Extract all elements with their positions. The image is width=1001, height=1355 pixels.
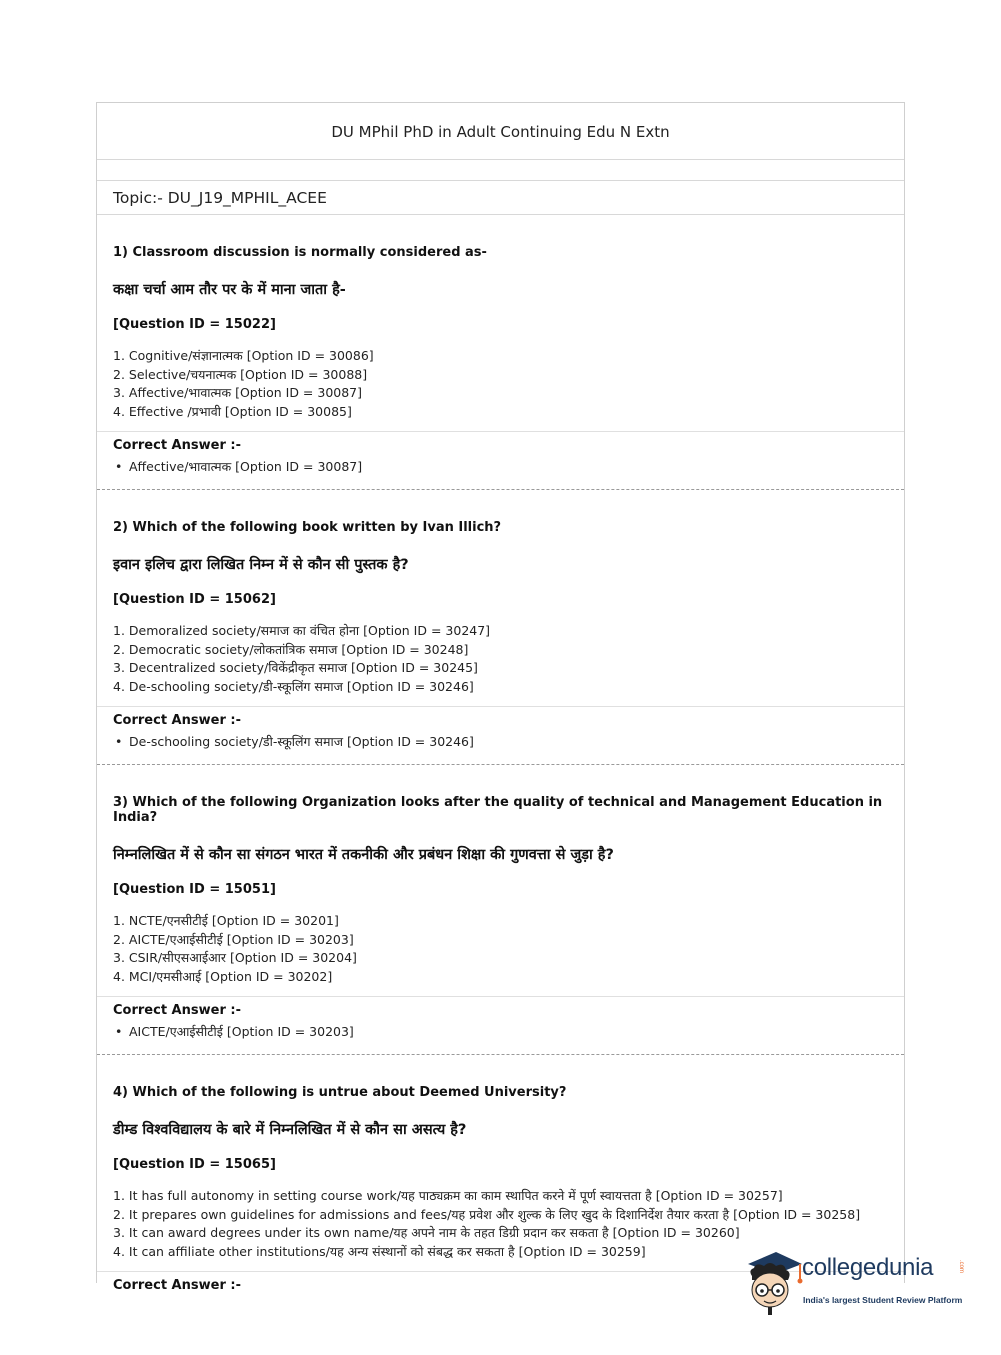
question-title: 3) Which of the following Organization looks after the quality of technical and Management Education in India? xyxy=(113,795,883,825)
question-id: [Question ID = 15062] xyxy=(113,592,276,607)
mascot-icon xyxy=(742,1250,804,1316)
correct-answer-text: De-schooling society/डी-स्कूलिंग समाज [Option ID = 30246] xyxy=(129,734,474,749)
question-id: [Question ID = 15065] xyxy=(113,1157,276,1172)
bullet-icon: • xyxy=(115,734,123,749)
option-item: 3. It can award degrees under its own name/यह अपने नाम के तहत डिग्री प्रदान कर सकता है [Option ID = 30260] xyxy=(113,1225,740,1240)
logo-tagline: India's largest Student Review Platform xyxy=(803,1295,963,1305)
correct-answer xyxy=(113,458,888,475)
question-id: [Question ID = 15022] xyxy=(113,317,276,332)
correct-answer-text: AICTE/एआईसीटीई [Option ID = 30203] xyxy=(129,1024,354,1039)
correct-answer-text: Affective/भावात्मक [Option ID = 30087] xyxy=(129,459,363,474)
dashed-divider xyxy=(97,489,904,490)
logo-dotcom: .com xyxy=(958,1260,964,1274)
question-hindi: इवान इलिच द्वारा लिखित निम्न में से कौन सी पुस्तक है? xyxy=(113,557,409,573)
correct-answer-box xyxy=(97,706,904,754)
option-item: 2. It prepares own guidelines for admissions and fees/यह प्रवेश और शुल्क के लिए खुद के दिशानिर्देश तैयार करता है [Option ID = 30258] xyxy=(113,1206,861,1222)
question-paper-sheet xyxy=(96,102,905,1293)
option-list xyxy=(113,347,888,421)
option-item: 4. MCI/एमसीआई [Option ID = 30202] xyxy=(113,968,333,984)
header-spacer xyxy=(97,160,904,181)
bullet-icon: • xyxy=(115,1024,123,1039)
option-item: 4. It can affiliate other institutions/यह अन्य संस्थानों को संबद्ध कर सकता है [Option ID = 30259] xyxy=(113,1243,646,1259)
correct-answer-label: Correct Answer :- xyxy=(113,713,241,728)
question-title: 1) Classroom discussion is normally considered as- xyxy=(113,245,487,260)
option-item: 1. Cognitive/संज्ञानात्मक [Option ID = 30086] xyxy=(113,348,374,363)
option-item: 4. Effective /प्रभावी [Option ID = 30085] xyxy=(113,403,352,419)
option-item: 1. It has full autonomy in setting course work/यह पाठ्यक्रम का काम स्थापित करने में पूर्ण स्वायत्तता है [Option ID = 30257] xyxy=(113,1188,783,1203)
option-list xyxy=(113,622,888,696)
dashed-divider xyxy=(97,764,904,765)
topic-line: Topic:- DU_J19_MPHIL_ACEE xyxy=(97,181,904,215)
collegedunia-logo xyxy=(742,1250,967,1316)
question-title: 4) Which of the following is untrue about Deemed University? xyxy=(113,1085,567,1100)
question-block-2 xyxy=(97,520,904,765)
option-item: 3. CSIR/सीएसआईआर [Option ID = 30204] xyxy=(113,950,357,965)
correct-answer xyxy=(113,1023,888,1040)
option-list xyxy=(113,912,888,986)
correct-answer-box xyxy=(97,996,904,1044)
question-block-3 xyxy=(97,795,904,1055)
correct-answer-label: Correct Answer :- xyxy=(113,438,241,453)
option-item: 2. AICTE/एआईसीटीई [Option ID = 30203] xyxy=(113,931,354,947)
logo-wordmark: collegedunia xyxy=(802,1254,934,1281)
option-item: 2. Democratic society/लोकतांत्रिक समाज [Option ID = 30248] xyxy=(113,641,469,657)
question-title: 2) Which of the following book written by Ivan Illich? xyxy=(113,520,502,535)
question-hindi: कक्षा चर्चा आम तौर पर के में माना जाता है- xyxy=(113,282,346,298)
option-item: 3. Decentralized society/विकेंद्रीकृत समाज [Option ID = 30245] xyxy=(113,660,478,675)
bullet-icon: • xyxy=(115,459,123,474)
option-item: 4. De-schooling society/डी-स्कूलिंग समाज [Option ID = 30246] xyxy=(113,678,474,694)
correct-answer-label: Correct Answer :- xyxy=(113,1278,241,1293)
correct-answer xyxy=(113,733,888,750)
correct-answer-label: Correct Answer :- xyxy=(113,1003,241,1018)
correct-answer-box xyxy=(97,431,904,479)
option-item: 1. Demoralized society/समाज का वंचित होना [Option ID = 30247] xyxy=(113,623,491,638)
option-item: 1. NCTE/एनसीटीई [Option ID = 30201] xyxy=(113,913,339,928)
option-item: 3. Affective/भावात्मक [Option ID = 30087] xyxy=(113,385,363,400)
paper-title: DU MPhil PhD in Adult Continuing Edu N Extn xyxy=(97,103,904,160)
question-id: [Question ID = 15051] xyxy=(113,882,276,897)
question-hindi: निम्नलिखित में से कौन सा संगठन भारत में तकनीकी और प्रबंधन शिक्षा की गुणवत्ता से जुड़ा है? xyxy=(113,847,614,863)
dashed-divider xyxy=(97,1054,904,1055)
question-hindi: डीम्ड विश्वविद्यालय के बारे में निम्नलिखित में से कौन सा असत्य है? xyxy=(113,1122,467,1138)
option-item: 2. Selective/चयनात्मक [Option ID = 30088] xyxy=(113,366,368,382)
question-block-1 xyxy=(97,245,904,490)
